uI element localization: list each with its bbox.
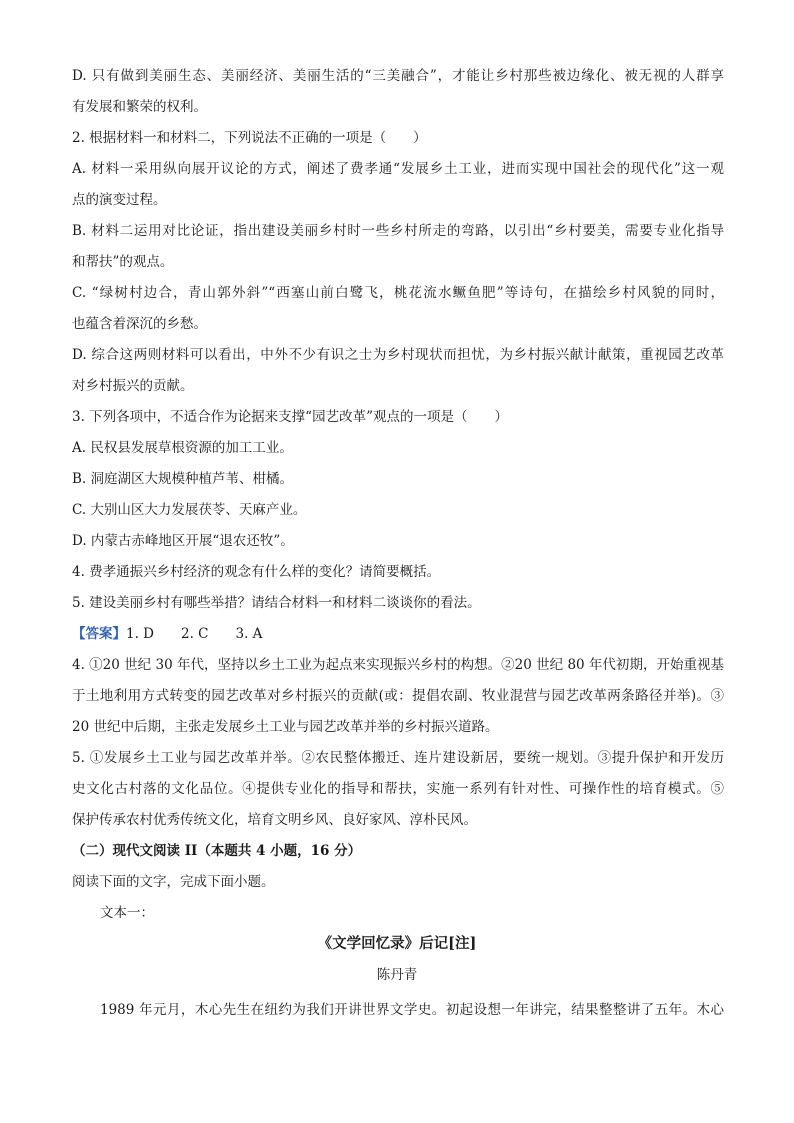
answer-5-line-3: 保护传承农村优秀传统文化，培育文明乡风、良好家风、淳朴民风。 bbox=[72, 812, 477, 828]
answer-tag: 【答案】 bbox=[72, 626, 126, 642]
q2-option-d-line-2: 对乡村振兴的贡献。 bbox=[72, 378, 194, 394]
question-5: 5. 建设美丽乡村有哪些举措？请结合材料一和材料二谈谈你的看法。 bbox=[72, 595, 481, 611]
question-4: 4. 费孝通振兴乡村经济的观念有什么样的变化？请简要概括。 bbox=[72, 564, 441, 580]
q3-option-b: B. 洞庭湖区大规模种植芦苇、柑橘。 bbox=[72, 471, 294, 487]
answer-line bbox=[72, 624, 724, 644]
article-author: 陈丹青 bbox=[376, 967, 418, 983]
q2-option-a-line-1: A. 材料一采用纵向展开议论的方式，阐述了费孝通“发展乡土工业，进而实现中国社会的现代化”这一观 bbox=[72, 161, 724, 177]
question-3: 3. 下列各项中，不适合作为论据来支撑“园艺改革”观点的一项是（ ） bbox=[72, 409, 508, 425]
answer-5-line-1: 5. ①发展乡土工业与园艺改革并举。②农民整体搬迁、连片建设新居，要统一规划。③提升保护和开发历 bbox=[72, 750, 724, 766]
q3-option-c: C. 大别山区大力发展茯苓、天麻产业。 bbox=[72, 502, 307, 518]
q2-option-c-line-2: 也蕴含着深沉的乡愁。 bbox=[72, 316, 207, 332]
answer-4-line-1: 4. ①20 世纪 30 年代，坚持以乡土工业为起点来实现振兴乡村的构想。②20 世纪 80 年代初期，开始重视基 bbox=[72, 657, 724, 673]
question-2: 2. 根据材料一和材料二，下列说法不正确的一项是（ ） bbox=[72, 130, 427, 146]
q2-option-d-line-1: D. 综合这两则材料可以看出，中外不少有识之士为乡村现状而担忧，为乡村振兴献计献策，重视园艺改革 bbox=[72, 347, 724, 363]
q3-option-a: A. 民权县发展草根资源的加工工业。 bbox=[72, 440, 293, 456]
q2-option-b-line-1: B. 材料二运用对比论证，指出建设美丽乡村时一些乡村所走的弯路，以引出“乡村要美，需要专业化指导 bbox=[72, 223, 724, 239]
answer-5-line-2: 史文化古村落的文化品位。④提供专业化的指导和帮扶，实施一系列有针对性、可操作性的培育模式。⑤ bbox=[72, 781, 724, 797]
option-d-line-1: D. 只有做到美丽生态、美丽经济、美丽生活的“三美融合”，才能让乡村那些被边缘化、被无视的人群享 bbox=[72, 68, 724, 84]
article-first-line: 1989 年元月，木心先生在纽约为我们开讲世界文学史。初起设想一年讲完，结果整整讲了五年。木心 bbox=[100, 1002, 724, 1018]
text-label: 文本一： bbox=[100, 905, 154, 921]
option-d-line-2: 有发展和繁荣的权利。 bbox=[72, 99, 207, 115]
q3-option-d: D. 内蒙古赤峰地区开展“退农还牧”。 bbox=[72, 533, 294, 549]
section-instruction: 阅读下面的文字，完成下面小题。 bbox=[72, 874, 275, 890]
answer-4-line-3: 20 世纪中后期，主张走发展乡土工业与园艺改革并举的乡村振兴道路。 bbox=[72, 719, 499, 735]
answer-4-line-2: 于土地利用方式转变的园艺改革对乡村振兴的贡献(或：提倡农副、牧业混营与园艺改革两条路径并举)。③ bbox=[72, 688, 724, 704]
q2-option-b-line-2: 和帮扶”的观点。 bbox=[72, 254, 174, 270]
q2-option-c-line-1: C. “绿树村边合，青山郭外斜”“西塞山前白鹭飞，桃花流水鳜鱼肥”等诗句，在描绘乡村风貌的同时， bbox=[72, 285, 724, 301]
q2-option-a-line-2: 点的演变过程。 bbox=[72, 192, 167, 208]
answer-choices: 1. D 2. C 3. A bbox=[126, 626, 263, 642]
section-heading: （二）现代文阅读 II（本题共 4 小题，16 分） bbox=[72, 843, 362, 859]
article-title: 《文学回忆录》后记[注] bbox=[317, 935, 477, 952]
